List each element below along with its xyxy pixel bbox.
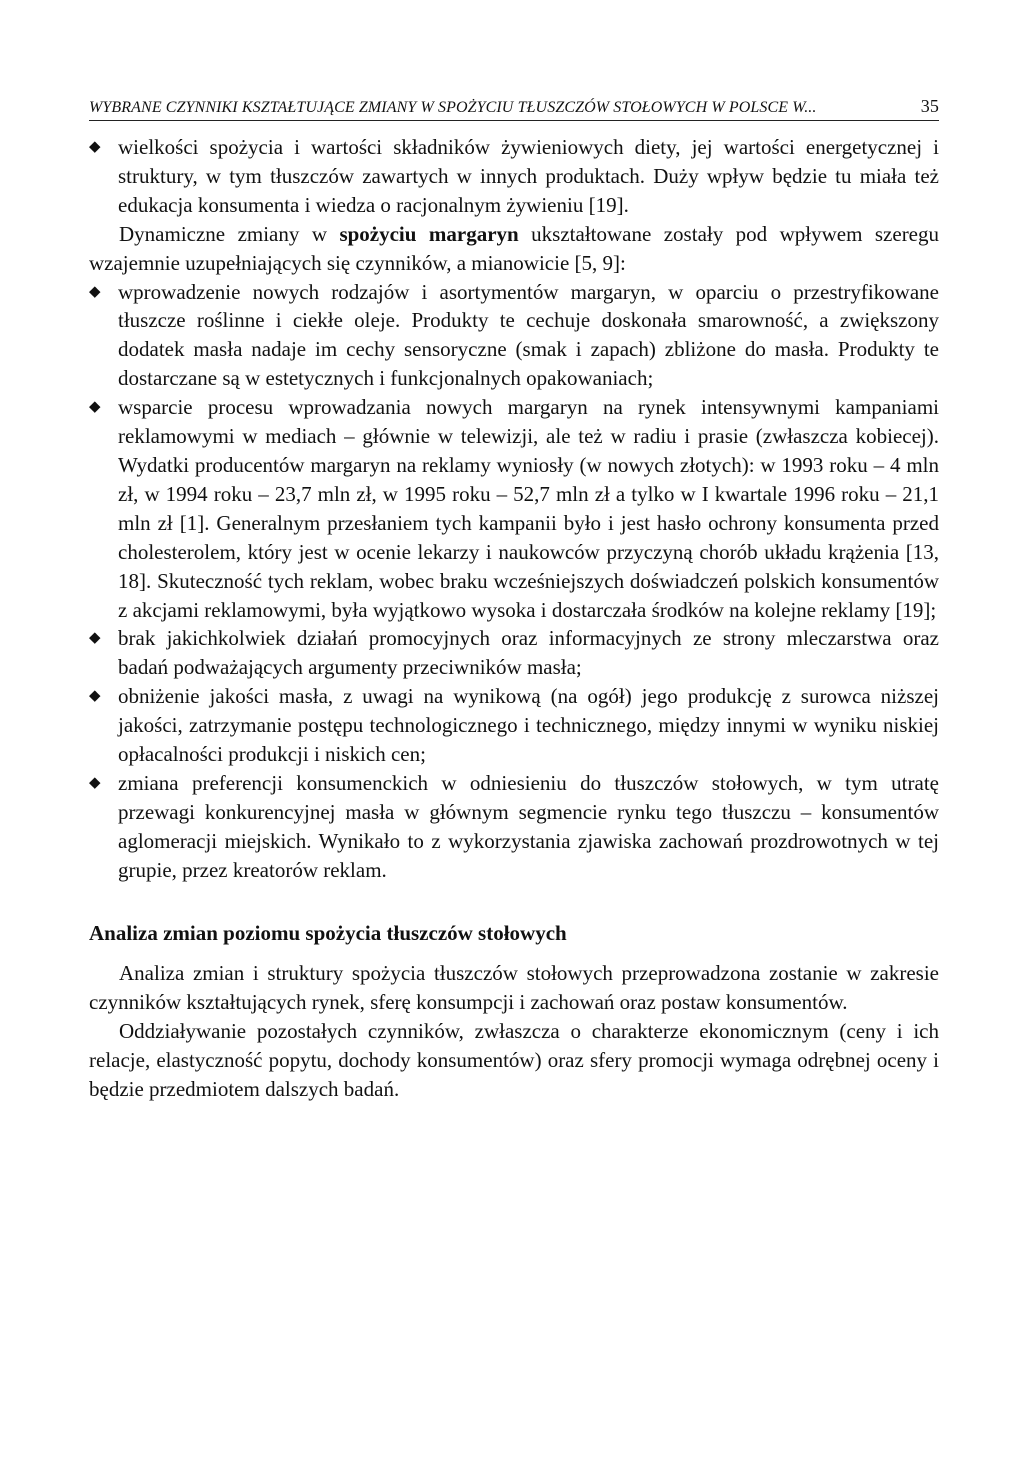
list-item: [89, 624, 939, 682]
list-item-text: wprowadzenie nowych rodzajów i asortymentów margaryn, w oparciu o przestryfikowane tłuszcze roślinne i ciekłe oleje. Produkty te cechuje doskonała smarowność, a zwiększony dodatek masła nadaje im cechy sensoryczne (smak i zapach) zbliżone do masła. Produkty te dostarczane są w estetycznych i funkcjonalnych opakowaniach;: [118, 279, 939, 391]
diamond-bullet-icon: ◆: [89, 630, 101, 647]
margarine-factor-list: [89, 278, 939, 885]
body-text: [89, 133, 939, 1104]
list-item: [89, 278, 939, 394]
running-header: [89, 96, 939, 121]
page-number: 35: [920, 96, 939, 116]
section-paragraph: Oddziaływanie pozostałych czynników, zwłaszcza o charakterze ekonomicznym (ceny i ich relacje, elastyczność popytu, dochody konsumentów) oraz sfery promocji wymaga odrębnej oceny i będzie przedmiotem dalszych badań.: [89, 1019, 939, 1102]
list-item-text: wsparcie procesu wprowadzania nowych margaryn na rynek intensywnymi kampaniami reklamowymi w mediach – głównie w telewizji, ale też w radiu i prasie (zwłaszcza kobiecej). Wydatki producentów margaryn na reklamy wyniosły (w nowych złotych): w 1993 roku – 4 mln zł, w 1994 roku – 23,7 mln zł, w 1995 roku – 52,7 mln zł a tylko w I kwartale 1996 roku – 21,1 mln zł [1]. Generalnym przesłaniem tych kampanii było i jest hasło ochrony konsumenta przed cholesterolem, który jest w ocenie lekarzy i naukowców przyczyną chorób układu krążenia [13, 18]. Skuteczność tych reklam, wobec braku wcześniejszych doświadczeń polskich konsumentów z akcjami reklamowymi, była wyjątkowo wysoka i dostarczała środków na kolejne reklamy [19];: [118, 395, 939, 622]
running-header-title: WYBRANE CZYNNIKI KSZTAŁTUJĄCE ZMIANY W SPOŻYCIU TŁUSZCZÓW STOŁOWYCH W POLSCE W...: [89, 99, 817, 116]
paragraph-text: Dynamiczne zmiany w: [119, 221, 340, 246]
page: [89, 96, 939, 1104]
diamond-bullet-icon: ◆: [89, 688, 101, 705]
list-item-text: zmiana preferencji konsumenckich w odniesieniu do tłuszczów stołowych, w tym utratę przewagi konkurencyjnej masła w głównym segmencie rynku tego tłuszczu – konsumentów aglomeracji miejskich. Wynikało to z wykorzystania zjawiska zachowań prozdrowotnych w tej grupie, przez kreatorów reklam.: [118, 770, 939, 882]
list-item-text: wielkości spożycia i wartości składników żywieniowych diety, jej wartości energetycznej i struktury, w tym tłuszczów zawartych w innych produktach. Duży wpływ będzie tu miała też edukacja konsumenta i wiedza o racjonalnym żywieniu [19].: [118, 135, 939, 217]
section-heading: Analiza zmian poziomu spożycia tłuszczów stołowych: [89, 920, 567, 945]
diamond-bullet-icon: ◆: [89, 774, 101, 791]
list-item: [89, 393, 939, 624]
diamond-bullet-icon: ◆: [89, 139, 101, 155]
list-item-text: brak jakichkolwiek działań promocyjnych oraz informacyjnych ze strony mleczarstwa oraz badań podważających argumenty przeciwników masła;: [118, 626, 939, 680]
diamond-bullet-icon: ◆: [89, 399, 101, 416]
paragraph-text: ukształtowane zostały pod wpływem szeregu wzajemnie uzupełniających się czynników, a mianowicie [5, 9]:: [89, 221, 940, 275]
list-item: [89, 682, 939, 769]
section-paragraph: Analiza zmian i struktury spożycia tłuszczów stołowych przeprowadzona zostanie w zakresie czynników kształtujących rynek, sferę konsumpcji i zachowań oraz postaw konsumentów.: [89, 961, 939, 1015]
diamond-bullet-icon: ◆: [89, 283, 101, 300]
list-item-text: obniżenie jakości masła, z uwagi na wynikową (na ogół) jego produkcję z surowca niższej jakości, zatrzymanie postępu technologicznego i technicznego, między innymi w wyniku niskiej opłacalności produkcji i niskich cen;: [118, 684, 939, 767]
list-item: [89, 769, 939, 885]
bold-term: spożyciu margaryn: [339, 221, 519, 246]
paragraph-margarine: [89, 220, 939, 278]
list-item: [89, 133, 939, 220]
top-bullet-list: [89, 133, 939, 220]
